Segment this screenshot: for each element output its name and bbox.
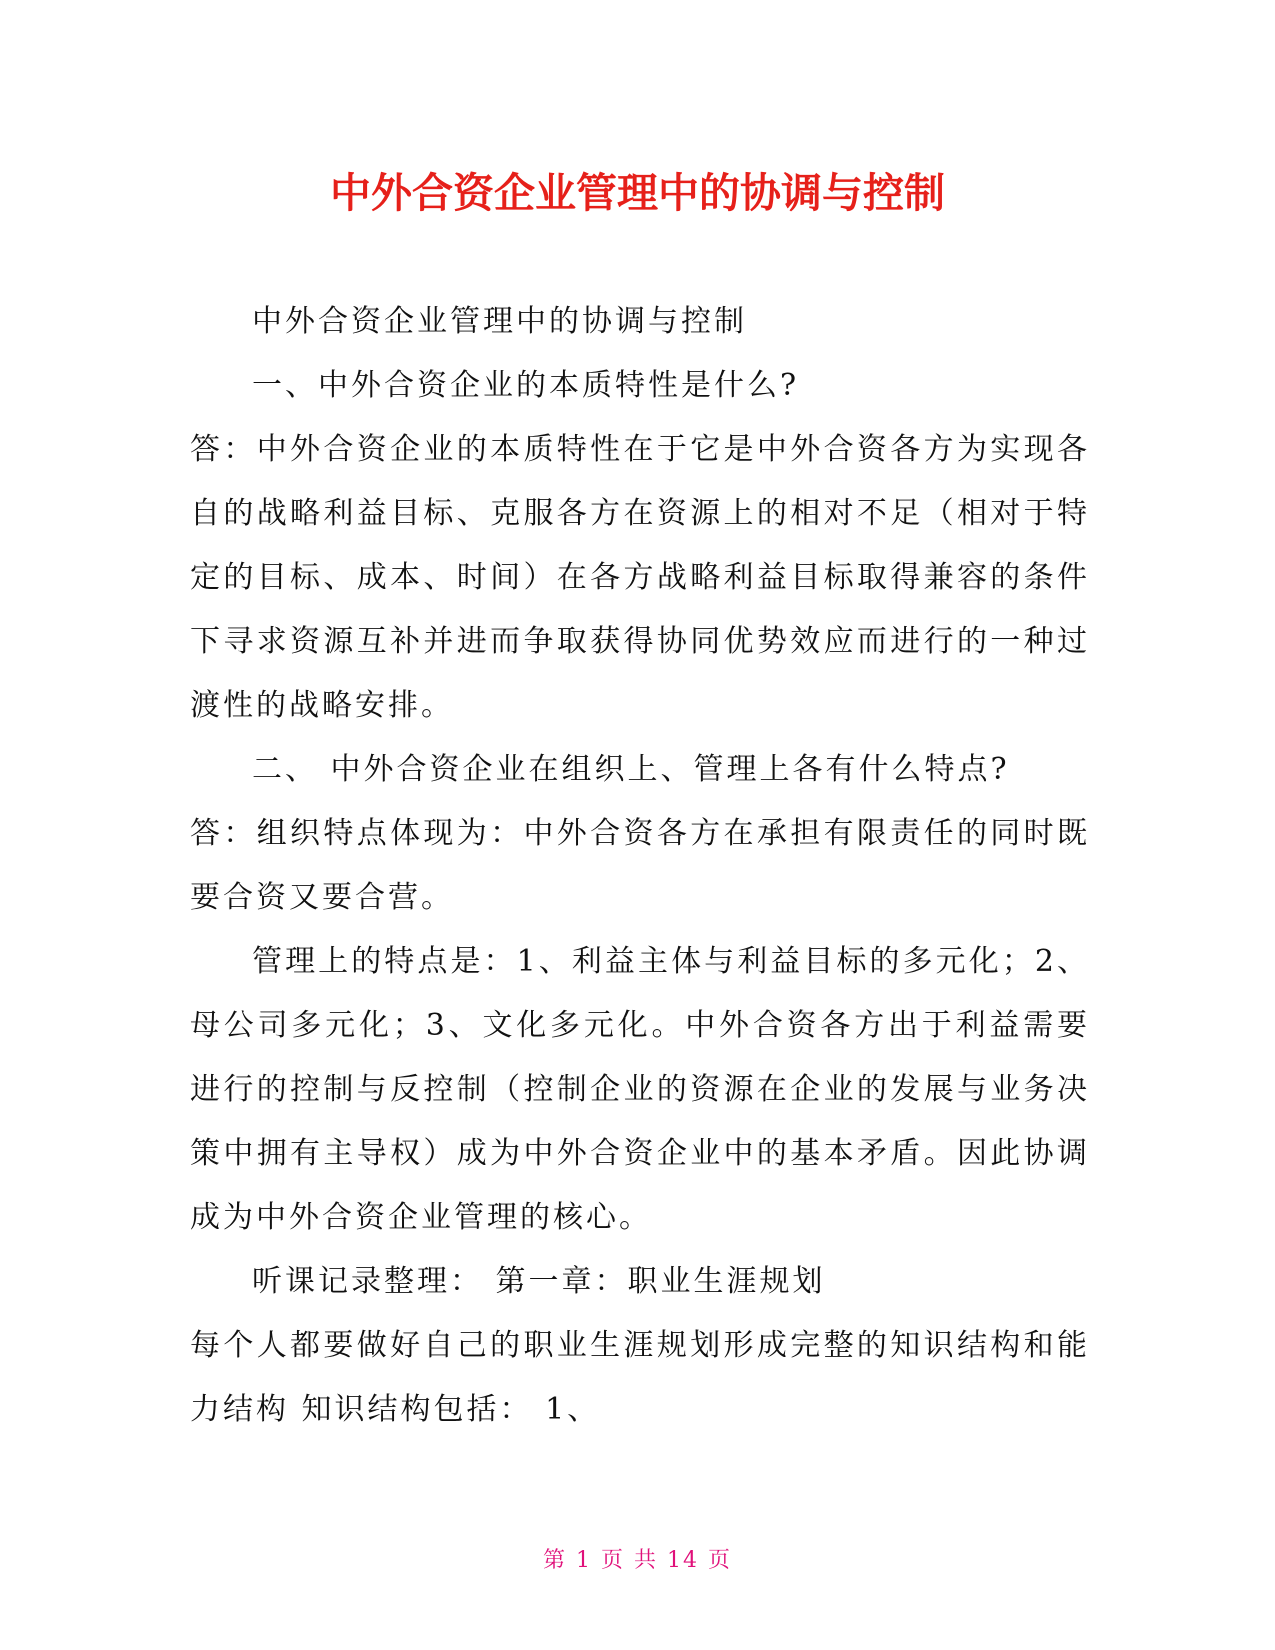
paragraph-heading: 中外合资企业管理中的协调与控制	[252, 304, 747, 339]
page-number-footer: 第 1 页 共 14 页	[543, 1548, 732, 1573]
lecture-notes-heading: 听课记录整理： 第一章：职业生涯规划	[252, 1264, 826, 1299]
answer-two-organization: 答：组织特点体现为：中外合资各方在承担有限责任的同时既要合资又要合营。	[190, 816, 1090, 915]
career-planning-paragraph: 每个人都要做好自己的职业生涯规划形成完整的知识结构和能力结构 知识结构包括： 1、	[190, 1328, 1090, 1427]
question-one: 一、中外合资企业的本质特性是什么?	[252, 368, 800, 403]
answer-two-management: 管理上的特点是：1、利益主体与利益目标的多元化；2、母公司多元化；3、文化多元化。中外合资各方出于利益需要进行的控制与反控制（控制企业的资源在企业的发展与业务决策中拥有主导权）成为中外合资企业中的基本矛盾。因此协调成为中外合资企业管理的核心。	[190, 944, 1090, 1235]
answer-one: 答：中外合资企业的本质特性在于它是中外合资各方为实现各自的战略利益目标、克服各方在资源上的相对不足（相对于特定的目标、成本、时间）在各方战略利益目标取得兼容的条件下寻求资源互补并进而争取获得协同优势效应而进行的一种过渡性的战略安排。	[190, 432, 1090, 723]
question-two: 二、 中外合资企业在组织上、管理上各有什么特点?	[252, 752, 1010, 787]
document-body	[190, 290, 1090, 1442]
document-title: 中外合资企业管理中的协调与控制	[330, 169, 945, 217]
